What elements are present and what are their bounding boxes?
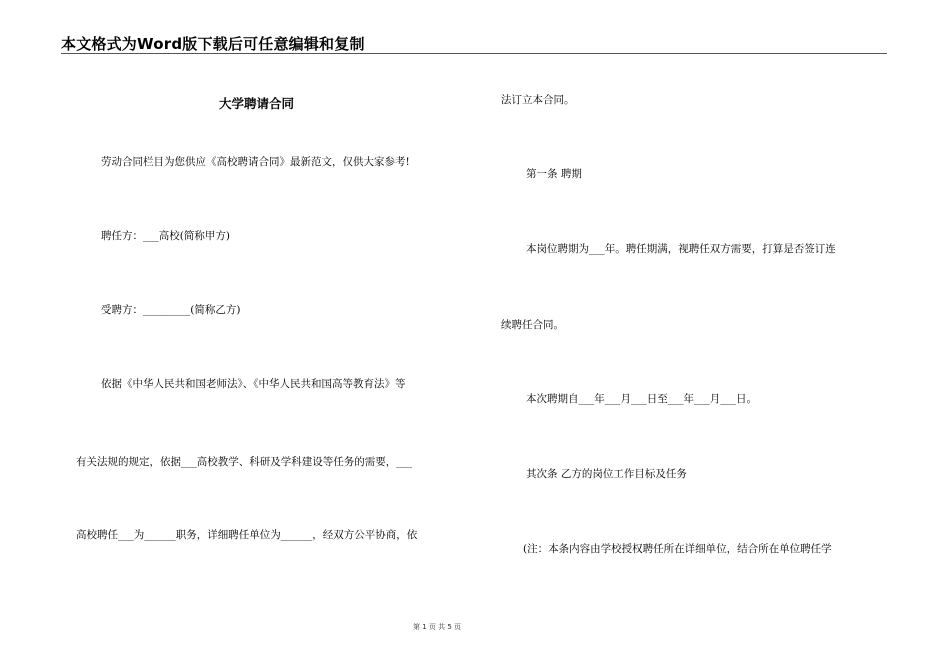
document-banner: 本文格式为Word版下载后可任意编辑和复制 bbox=[61, 35, 365, 53]
paragraph-line: 高校聘任___为______职务，详细聘任单位为______，经双方公平协商，依 bbox=[76, 529, 418, 541]
page-number: 第 1 页 共 5 页 bbox=[413, 623, 462, 631]
paragraph-line: 本次聘期自___年___月___日至___年___月___日。 bbox=[526, 393, 757, 405]
paragraph-line: 其次条 乙方的岗位工作目标及任务 bbox=[526, 468, 687, 480]
paragraph-line: (注：本条内容由学校授权聘任所在详细单位，结合所在单位聘任学 bbox=[523, 543, 832, 555]
paragraph-line: 续聘任合同。 bbox=[501, 319, 564, 331]
paragraph-line: 法订立本合同。 bbox=[501, 94, 575, 106]
banner-divider bbox=[61, 53, 887, 54]
paragraph-line: 本岗位聘期为___年。聘任期满，视聘任双方需要，打算是否签订连 bbox=[526, 243, 836, 255]
paragraph-line: 劳动合同栏目为您供应《高校聘请合同》最新范文，仅供大家参考! bbox=[101, 156, 410, 168]
paragraph-line: 聘任方：___高校(简称甲方) bbox=[101, 230, 230, 242]
paragraph-line: 依据《中华人民共和国老师法》、《中华人民共和国高等教育法》等 bbox=[101, 378, 406, 390]
paragraph-line: 受聘方：_________(简称乙方) bbox=[101, 304, 241, 316]
paragraph-line: 有关法规的规定，依据___高校教学、科研及学科建设等任务的需要，___ bbox=[76, 456, 412, 468]
document-title: 大学聘请合同 bbox=[219, 96, 295, 111]
paragraph-line: 第一条 聘期 bbox=[526, 168, 582, 180]
